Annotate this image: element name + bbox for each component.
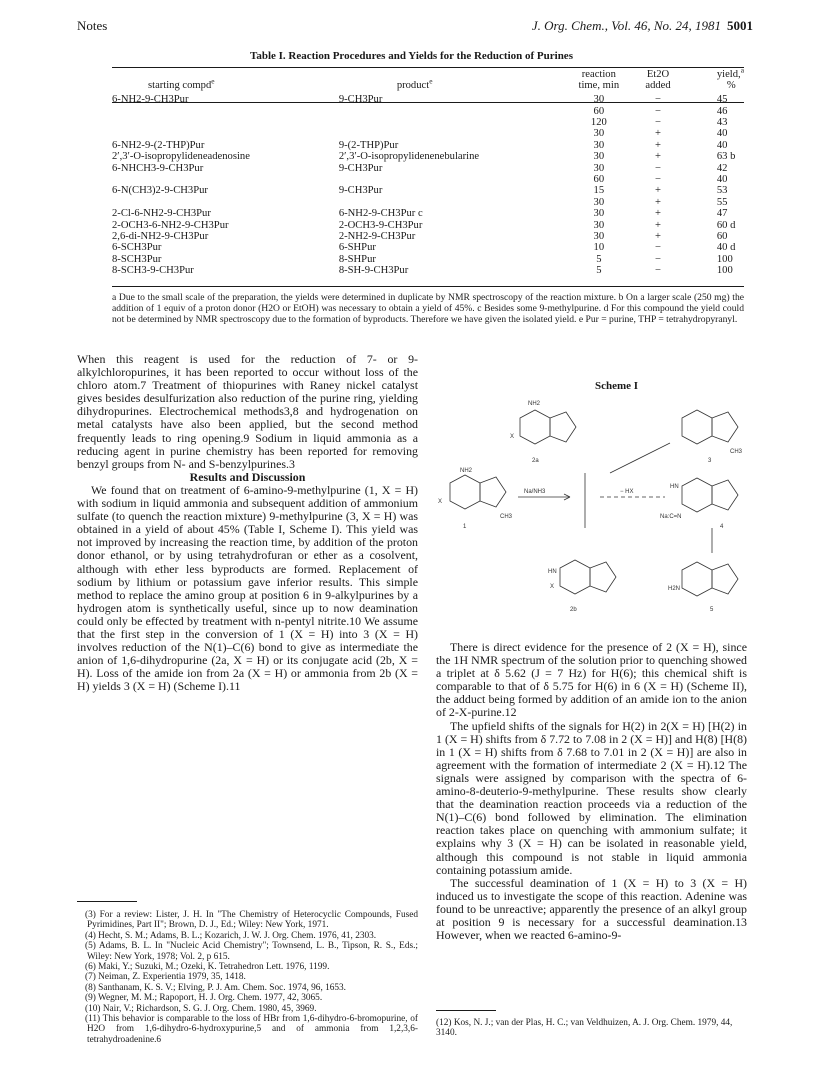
cell-yield: 42 — [716, 162, 728, 174]
compound-4-structure — [682, 478, 738, 512]
label-compound-2a: 2a — [532, 458, 539, 464]
section-heading: Results and Discussion — [189, 469, 306, 484]
table-row — [112, 117, 744, 128]
cell-product: 2-OCH3-9-CH3Pur — [338, 219, 423, 231]
col-header-starting: starting compd$^e$ — [148, 76, 215, 91]
cell-yield: 40 — [716, 174, 728, 186]
cell-product: 9-(2-THP)Pur — [338, 139, 399, 151]
cell-product: 6-SHPur — [338, 242, 376, 254]
cell-yield: 60 d — [716, 219, 736, 231]
label-compound-4: 4 — [720, 524, 724, 530]
cell-starting: 6-NH2-9-(2-THP)Pur — [112, 139, 205, 151]
scope-paragraph: The successful deamination of 1 (X = H) to 3 (X = H) induced us to investigate the scope of this reaction. Adenine was found to be unreactive; apparently the presence of an alkyl group at position 9 is necessary for a successful deamination.13 However, when we reacted 6-amino-9- — [436, 875, 747, 943]
cell-starting: 2′,3′-O-isopropylideneadenosine — [112, 151, 250, 163]
footnote-rule-right — [436, 1010, 496, 1011]
cell-time: 60 — [593, 105, 605, 117]
table-header-row — [112, 70, 744, 94]
cell-starting: 8-SCH3Pur — [112, 253, 162, 265]
cell-yield: 47 — [716, 208, 728, 220]
label-reagent-hx: − HX — [620, 489, 634, 495]
cell-time: 15 — [593, 185, 605, 197]
cell-et2o: + — [655, 185, 662, 197]
cell-product: 8-SH-9-CH3Pur — [338, 265, 409, 277]
table-row — [112, 163, 744, 174]
compound-2b-structure — [560, 560, 616, 594]
cell-et2o: − — [655, 117, 662, 128]
cell-product — [339, 197, 565, 208]
label-h2n-5: H2N — [668, 586, 681, 592]
cell-et2o: − — [655, 253, 662, 265]
table-row — [112, 242, 744, 253]
cell-et2o: − — [655, 162, 662, 174]
cell-product: 9-CH3Pur — [338, 185, 383, 197]
reference-entry: (7) Neiman, Z. Experientia 1979, 35, 1418. — [85, 972, 246, 983]
cell-time: 30 — [593, 128, 605, 140]
cell-et2o: − — [655, 174, 662, 186]
table-bottom-rule — [112, 286, 744, 287]
cell-starting: 6-SCH3Pur — [112, 242, 162, 254]
reference-entry: (3) For a review: Lister, J. H. In "The Chemistry of Heterocyclic Compounds, Fused Pyrimidines, Part II"; Brown, D. J., Ed.; Wiley: New York, 1971. — [85, 910, 418, 931]
label-reagent-na-nh3: Na/NH3 — [524, 489, 546, 495]
cell-starting: 6-NH2-9-CH3Pur — [112, 94, 189, 106]
cell-starting: 6-NHCH3-9-CH3Pur — [112, 162, 204, 174]
cell-yield: 43 — [716, 117, 728, 128]
label-hn-4: HN — [670, 484, 679, 490]
table-row — [112, 220, 744, 231]
compound-1-structure — [450, 475, 506, 509]
cell-starting: 2-Cl-6-NH2-9-CH3Pur — [112, 208, 211, 220]
table-row — [112, 265, 744, 276]
running-header-right — [532, 18, 753, 34]
cell-time: 30 — [593, 196, 605, 208]
cell-et2o: + — [655, 196, 662, 208]
cell-starting — [112, 106, 339, 117]
label-x-2a: X — [510, 434, 515, 440]
cell-yield: 40 — [716, 139, 728, 151]
col-header-product: product$^e$ — [396, 76, 433, 91]
table-top-rule — [112, 67, 744, 68]
scheme-figure — [420, 378, 760, 628]
reference-entry: (8) Santhanam, K. S. V.; Elving, P. J. Am. Chem. Soc. 1974, 96, 1653. — [85, 982, 347, 993]
cell-product: 9-CH3Pur — [338, 162, 383, 174]
table-row — [112, 151, 744, 162]
cell-product — [339, 117, 565, 128]
col-header-et2o: Et2O added — [645, 69, 671, 91]
cell-yield: 60 — [716, 231, 728, 243]
page-number: 5001 — [727, 18, 753, 33]
cell-starting: 2-OCH3-6-NH2-9-CH3Pur — [112, 219, 229, 231]
right-column — [436, 641, 747, 942]
upfield-paragraph: The upfield shifts of the signals for H(2) in 2(X = H) [H(2) in 1 (X = H) shifts from δ 7.72 to 7.08 in 2 (X = H)] and H(8) [H(8) in 1 (X = H) shifts from δ 7.68 to 7.01 in 2 (X = H)] are also in agreement with the formation of intermediate 2 (X = H).12 The signals were assigned by comparison with the spectra of 6-amino-8-deuterio-9-methylpurine. These results show clearly that the deamination reaction proceeds via a reduction of the N(1)–C(6) bond followed by elimination. The elimination reaction takes place on quenching with ammonium sulfate; it explains why 3 (X = H) can be isolated in reasonable yield, although this compound is not stable in liquid ammonia containing potassium amide. — [436, 718, 747, 877]
cell-product: 9-CH3Pur — [338, 94, 383, 106]
table-row — [112, 208, 744, 219]
label-nh2-1: NH2 — [460, 468, 473, 474]
label-hn-2b: HN — [548, 569, 557, 575]
label-ch3-1: CH3 — [500, 514, 513, 520]
cell-starting — [112, 128, 339, 139]
cell-product: 8-SHPur — [338, 253, 376, 265]
intro-paragraph: When this reagent is used for the reduction of 7- or 9-alkylchloropurines, it has been reported to occur without loss of the chloro atom.7 Treatment of thiopurines with Raney nickel catalyst gives besides desulfurization also reduction of the purine ring, yielding dihydropurines. Electrochemical methods3,8 and hydrogenation on metal catalysts have also been applied, but the second method frequently leads to ring opening.9 Sodium in liquid ammonia as a reducing agent in purine chemistry has been reported for removing benzyl groups from N- and S-benzylpurines.3 — [77, 352, 418, 471]
cell-et2o: + — [655, 139, 662, 151]
cell-starting — [112, 174, 339, 185]
evidence-paragraph: There is direct evidence for the presence of 2 (X = H), since the 1H NMR spectrum of the solution prior to quenching showed a triplet at δ 5.62 (J = 7 Hz) for H(6); this chemical shift is comparable to that of δ 5.75 for H(6) in 6 (X = H) (Scheme II), the adduct being formed by addition of an amide ion to the anion of 2-X-purine.12 — [436, 640, 747, 720]
cell-time: 30 — [593, 139, 605, 151]
cell-yield: 100 — [716, 265, 733, 277]
reaction-table — [112, 65, 744, 277]
cell-et2o: + — [655, 208, 662, 220]
cell-product: 2′,3′-O-isopropylidenenebularine — [338, 151, 480, 163]
cell-yield: 55 — [716, 196, 728, 208]
label-compound-2b: 2b — [570, 607, 577, 613]
reference-entry: (6) Maki, Y.; Suzuki, M.; Ozeki, K. Tetrahedron Lett. 1976, 1199. — [85, 962, 330, 973]
cell-et2o: + — [655, 231, 662, 243]
cell-time: 30 — [593, 94, 605, 106]
label-compound-1: 1 — [463, 524, 467, 530]
cell-time: 5 — [596, 265, 602, 277]
left-column — [77, 353, 418, 693]
label-x-2b: X — [550, 584, 555, 590]
table-row — [112, 185, 744, 196]
reference-entry: (9) Wegner, M. M.; Rapoport, H. J. Org. Chem. 1977, 42, 3065. — [85, 993, 323, 1004]
cell-time: 30 — [593, 151, 605, 163]
cell-yield: 46 — [716, 105, 728, 117]
table-row — [112, 197, 744, 208]
cell-yield: 40 d — [716, 242, 736, 254]
cell-product — [339, 128, 565, 139]
cell-starting: 8-SCH3-9-CH3Pur — [112, 265, 194, 277]
table-caption: Table I. Reaction Procedures and Yields for the Reduction of Purines — [250, 50, 573, 62]
cell-time: 60 — [593, 174, 605, 186]
journal-citation: J. Org. Chem., Vol. 46, No. 24, 1981 — [531, 18, 721, 33]
table-row — [112, 174, 744, 185]
cell-yield: 100 — [716, 253, 733, 265]
reference-entry: (11) This behavior is comparable to the loss of HBr from 1,6-dihydro-6-bromopurine, of H2O from 1,6-dihydro-6-hydroxypurine,5 and of ammonia from 1,2,3,6-tetrahydroadenine.6 — [85, 1014, 418, 1045]
cell-time: 30 — [593, 231, 605, 243]
cell-time: 30 — [593, 162, 605, 174]
compound-2a-structure — [520, 410, 576, 444]
references-left — [77, 910, 418, 1045]
cell-time: 10 — [593, 242, 605, 254]
cell-product — [339, 106, 565, 117]
cell-time: 30 — [593, 219, 605, 231]
compound-3-structure — [682, 410, 738, 444]
table-row — [112, 94, 744, 105]
reference-entry: (10) Nair, V.; Richardson, S. G. J. Org. Chem. 1980, 45, 3969. — [85, 1003, 317, 1014]
cell-yield: 45 — [716, 94, 728, 106]
cell-time: 5 — [596, 253, 602, 265]
col-header-yield: yield,$^a$ % — [716, 65, 744, 91]
cell-yield: 40 — [716, 128, 728, 140]
reference-entry: (5) Adams, B. L. In "Nucleic Acid Chemistry"; Townsend, L. B., Tipson, R. S., Eds.; Wiley: New York, 1978; Vol. 2, p 615. — [85, 941, 418, 962]
reference-entry: (4) Hecht, S. M.; Adams, B. L.; Kozarich, J. W. J. Org. Chem. 1976, 41, 2303. — [85, 930, 377, 941]
cell-product: 6-NH2-9-CH3Pur c — [338, 208, 423, 220]
label-x-1: X — [438, 499, 443, 505]
scheme-title: Scheme I — [595, 380, 639, 392]
running-header-left: Notes — [77, 18, 108, 33]
cell-et2o: − — [655, 94, 662, 106]
cell-yield: 63 b — [716, 151, 736, 163]
label-nh2-2a: NH2 — [528, 401, 541, 407]
cell-product: 2-NH2-9-CH3Pur — [338, 231, 416, 243]
cell-yield: 53 — [716, 185, 728, 197]
cell-et2o: + — [655, 128, 662, 140]
table-row — [112, 254, 744, 265]
footnote-rule-left — [77, 901, 137, 902]
cell-starting: 6-N(CH3)2-9-CH3Pur — [112, 185, 208, 197]
cell-et2o: + — [655, 219, 662, 231]
cell-time: 120 — [590, 117, 607, 128]
table-row — [112, 231, 744, 242]
label-compound-3: 3 — [708, 458, 712, 464]
compound-5-structure — [682, 562, 738, 596]
label-nac-4: Na:C=N — [660, 514, 682, 520]
cell-product — [339, 174, 565, 185]
label-compound-5: 5 — [710, 607, 714, 613]
cell-time: 30 — [593, 208, 605, 220]
table-footnotes: a Due to the small scale of the preparation, the yields were determined in duplicate by NMR spectroscopy of the reaction mixture. b On a larger scale (250 mg) the addition of 1 equiv of a proton donor (H2O or EtOH) was necessary to obtain a yield of 45%. c Besides some 9-methylpurine. d For this compound the yield could not be determined by NMR spectroscopy due to the formation of byproducts. Therefore we have given the isolated yield. e Pur = purine, THP = tetrahydropyranyl. — [112, 292, 744, 326]
cell-et2o: − — [655, 105, 662, 117]
results-paragraph: We found that on treatment of 6-amino-9-methylpurine (1, X = H) with sodium in liquid ammonia and subsequent addition of ammonium sulfate (to quench the reaction mixture) 9-methylpurine (3, X = H) was obtained in a yield of about 45% (Table I, Scheme I). This yield was not improved by increasing the reaction time, by addition of the proton donor ethanol, or by using tetrahydrofuran or ether as a cosolvent, although with ether less byproducts are formed. Replacement of sodium by lithium or potassium gave inferior results. This simple method to replace the amino group at position 6 in 9-alkylpurines by a hydrogen atom is synthetically useful, since up to now deamination could only be effected by treatment with n-pentyl nitrite.10 We assume that the first step in the conversion of 1 (X = H) into 3 (X = H) involves reduction of the N(1)–C(6) bond to give as intermediate the anion of 1,6-dihydropurine (2a, X = H) or its conjugate acid (2b, X = H). Loss of the amide ion from 2a (X = H) or ammonia from 2b (X = H) yields 3 (X = H) (Scheme I).11 — [77, 482, 418, 694]
cell-starting: 2,6-di-NH2-9-CH3Pur — [112, 231, 209, 243]
col-header-time: reaction time, min — [578, 69, 620, 91]
table-row — [112, 128, 744, 139]
cell-et2o: − — [655, 242, 662, 254]
cell-et2o: − — [655, 265, 662, 277]
cell-starting — [112, 117, 339, 128]
cell-starting — [112, 197, 339, 208]
reference-entry: (12) Kos, N. J.; van der Plas, H. C.; van Veldhuizen, A. J. Org. Chem. 1979, 44, 3140. — [436, 1018, 733, 1039]
cell-et2o: + — [655, 151, 662, 163]
arrow-2a-to-3 — [610, 443, 670, 473]
references-right — [436, 1018, 747, 1039]
label-ch3-3: CH3 — [730, 449, 743, 455]
table-row — [112, 106, 744, 117]
table-row — [112, 140, 744, 151]
